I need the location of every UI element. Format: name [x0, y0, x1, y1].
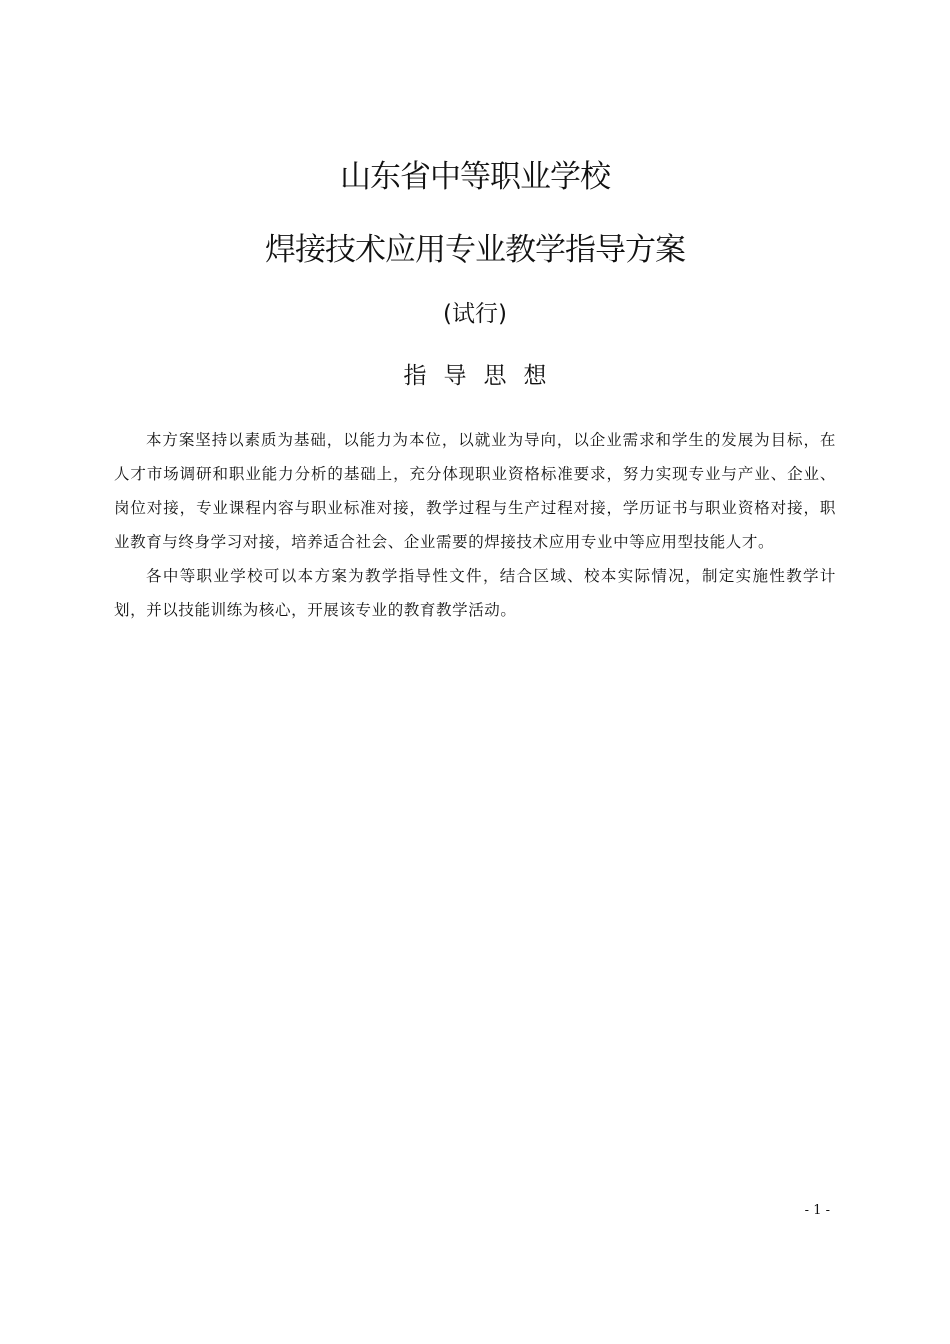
document-title-line2: 焊接技术应用专业教学指导方案 [265, 232, 685, 268]
document-subtitle: (试行) [443, 301, 507, 327]
section-heading: 指导思想 [403, 363, 564, 389]
paragraph-1: 本方案坚持以素质为基础，以能力为本位，以就业为导向，以企业需求和学生的发展为目标，在人才市场调研和职业能力分析的基础上，充分体现职业资格标准要求，努力实现专业与产业、企业、岗位对接，专业课程内容与职业标准对接，教学过程与生产过程对接，学历证书与职业资格对接，职业教育与终身学习对接，培养适合社会、企业需要的焊接技术应用专业中等应用型技能人才。 [114, 431, 836, 551]
page-number: - 1 - [804, 1203, 830, 1218]
document-title-line1: 山东省中等职业学校 [340, 159, 610, 195]
body-text [114, 423, 836, 627]
paragraph-2: 各中等职业学校可以本方案为教学指导性文件，结合区域、校本实际情况，制定实施性教学计划，并以技能训练为核心，开展该专业的教育教学活动。 [114, 567, 836, 619]
